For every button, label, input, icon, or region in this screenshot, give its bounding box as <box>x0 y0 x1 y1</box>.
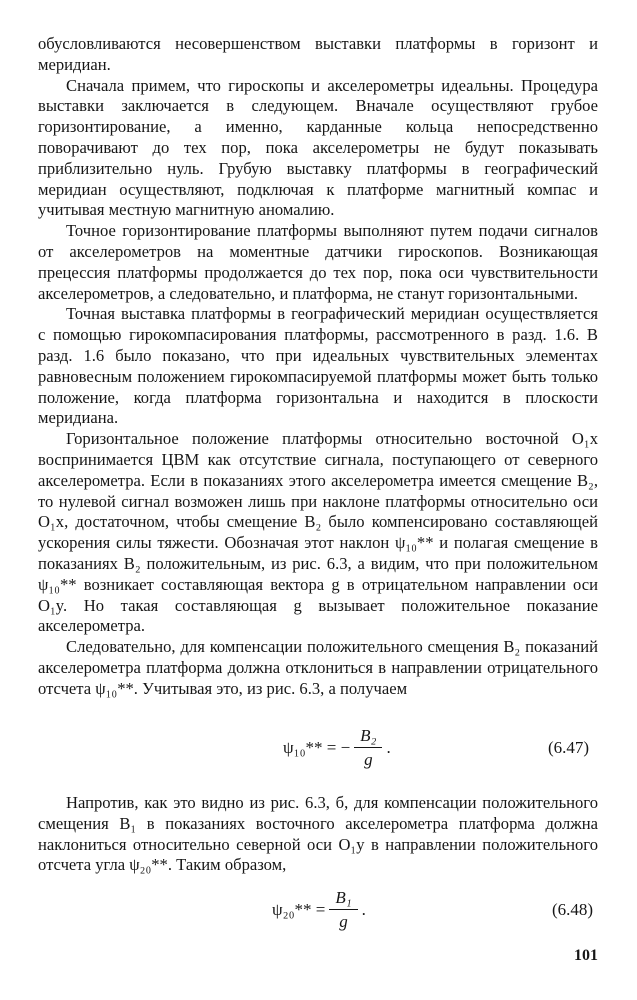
equation-6-47-lhs: ψ₁₀** = − <box>283 738 351 757</box>
paragraph-1: обусловливаются несовершенством выставки платформы в горизонт и меридиан. <box>38 34 598 74</box>
equation-6-47-fraction <box>354 726 382 770</box>
equation-6-47-period: . <box>386 738 391 757</box>
equation-6-48-body <box>272 888 366 932</box>
paragraph-4: Точная выставка платформы в географический меридиан осуществляется с помощью гирокомпасирования платформы, рассмотренного в разд. 1.6. В разд. 1.6 было показано, что при идеальных чувствительных элементах равновесным положением гирокомпасируемой платформы может быть только положение, когда платформа горизонтальна и находится в плоскости меридиана. <box>38 304 598 428</box>
equation-6-48-lhs: ψ₂₀** = <box>272 900 326 919</box>
paragraph-2: Сначала примем, что гироскопы и акселерометры идеальны. Процедура выставки заключается в следующем. Вначале осуществляют грубое горизонтирование, а именно, карданные кольца непосредственно поворачивают до тех пор, пока акселерометры не будут показывать приблизительно нуль. Грубую выставку платформы в географический меридиан осуществляют, подключая к платформе магнитный компас и учитывая местную магнитную аномалию. <box>38 75 598 220</box>
paragraph-6: Следовательно, для компенсации положительного смещения B₂ показаний акселерометра платформа должна отклониться в направлении отрицательного отсчета ψ₁₀**. Учитывая это, из рис. 6.3, а получаем <box>38 637 598 698</box>
equation-6-47-numerator: B₂ <box>354 726 382 748</box>
page-number: 101 <box>574 947 598 964</box>
paragraph-5: Горизонтальное положение платформы относительно восточной O₁x воспринимается ЦВМ как отсутствие сигнала, поступающего от северного акселерометра. Если в показаниях этого акселерометра имеется смещение B₂, то нулевой сигнал возможен лишь при наклоне платформы относительно оси O₁x, достаточном, чтобы смещение B₂ было компенсировано составляющей ускорения силы тяжести. Обозначая этот наклон ψ₁₀** и полагая смещение в показаниях B₂ положительным, из рис. 6.3, а видим, что при положительном ψ₁₀** возникает составляющая вектора g в отрицательном направлении оси O₁y. Но такая составляющая g вызывает положительное показание акселерометра. <box>38 429 598 636</box>
paragraph-3: Точное горизонтирование платформы выполняют путем подачи сигналов от акселерометров на моментные датчики гироскопов. Возникающая прецессия платформы продолжается до тех пор, пока оси чувствительности акселерометров, а следовательно, и платформа, не станут горизонтальными. <box>38 221 598 303</box>
body-text <box>38 34 598 700</box>
body-text-2 <box>38 793 598 876</box>
paragraph-7: Напротив, как это видно из рис. 6.3, б, для компенсации положительного смещения B₁ в показаниях восточного акселерометра платформа должна наклониться относительно северной оси O₁y в направлении положительного отсчета угла ψ₂₀**. Таким образом, <box>38 793 598 875</box>
equation-6-48-period: . <box>361 900 366 919</box>
equation-6-47-number: (6.47) <box>548 738 590 757</box>
equation-6-48-number: (6.48) <box>552 900 594 919</box>
equation-6-47-denominator: g <box>364 750 373 769</box>
equation-6-47-body <box>283 726 391 770</box>
equation-6-48-numerator: B₁ <box>329 888 357 910</box>
equation-6-48-denominator: g <box>339 912 348 931</box>
equation-6-48-fraction <box>329 888 357 932</box>
